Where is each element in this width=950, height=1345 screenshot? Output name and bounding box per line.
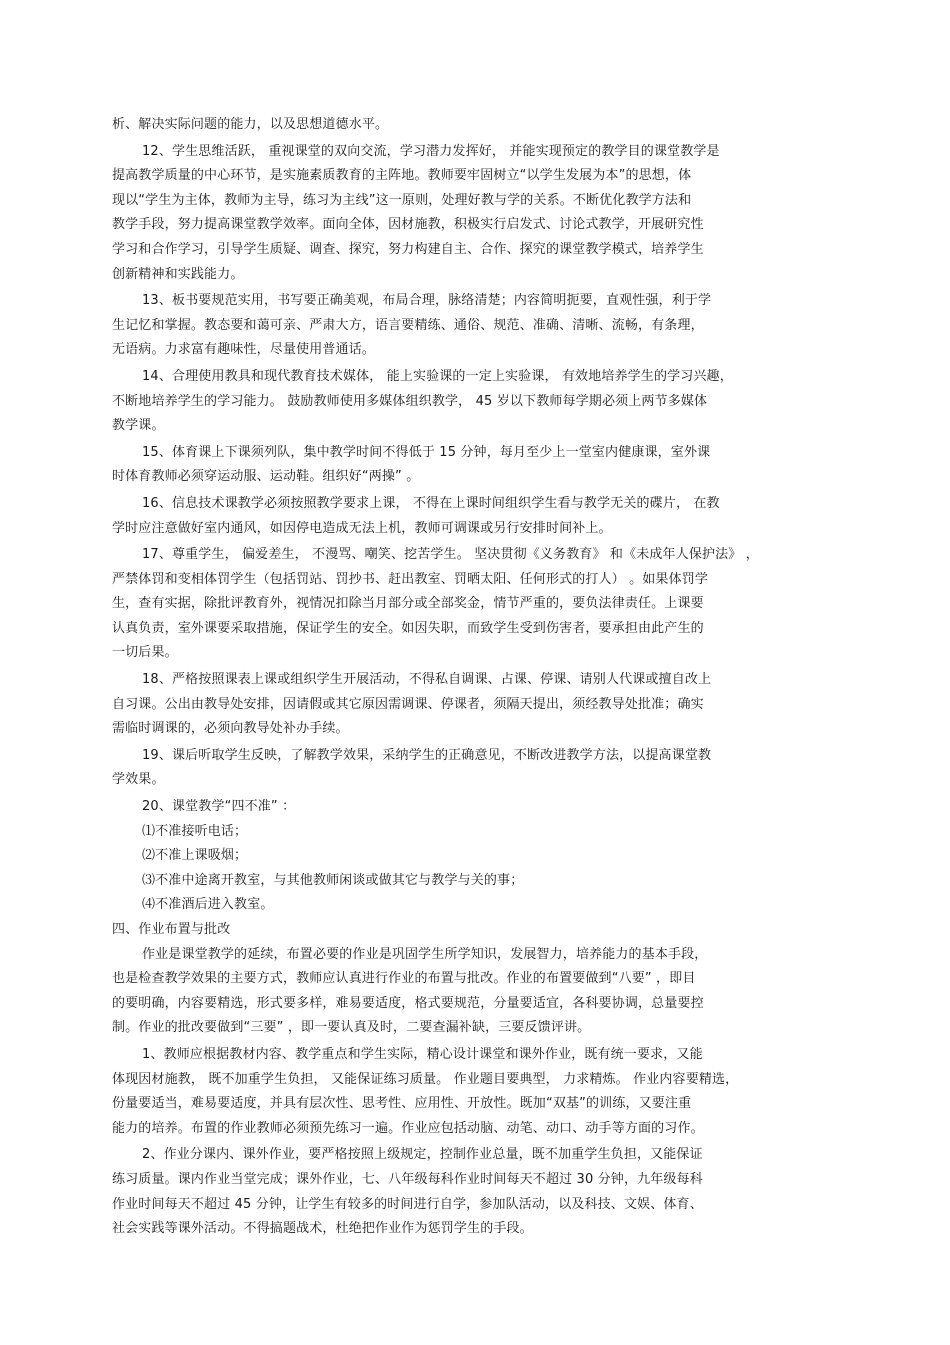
document-page (112, 113, 862, 1242)
text-line: 14、合理使用教具和现代教育技术媒体， 能上实验课的一定上实验课， 有效地培养学生的学习兴趣， (142, 368, 733, 384)
text-line: 不断地培养学生的学习能力。 鼓励教师使用多媒体组织教学， 45 岁以下教师每学期必须上两节多媒体 (112, 393, 708, 409)
text-line: 13、板书要规范实用，书写要正确美观，布局合理，脉络清楚；内容简明扼要，直观性强，利于学 (142, 293, 712, 309)
text-line: 一切后果。 (112, 645, 178, 661)
text-line: ⑷不准酒后进入教室。 (142, 897, 274, 913)
text-line: 19、课后听取学生反映，了解教学效果，采纳学生的正确意见，不断改进教学方法，以提高课堂教 (142, 747, 712, 763)
text-line: 学效果。 (112, 772, 165, 788)
text-line: 认真负责，室外课要采取措施，保证学生的安全。如因失职，而致学生受到伤害者，要承担由此产生的 (112, 620, 704, 636)
text-line: 也是检查教学效果的主要方式，教师应认真进行作业的布置与批改。作业的布置要做到“八要” ，即目 (112, 971, 696, 987)
text-line: 1、教师应根据教材内容、教学重点和学生实际，精心设计课堂和课外作业，既有统一要求，又能 (142, 1046, 703, 1062)
text-line: 16、信息技术课教学必须按照教学要求上课， 不得在上课时间组织学生看与教学无关的碟片， 在教 (142, 495, 720, 511)
text-line: 练习质量。课内作业当堂完成；课外作业，七、八年级每科作业时间每天不超过 30 分钟，九年级每科 (112, 1171, 703, 1187)
text-line: 18、严格按照课表上课或组织学生开展活动，不得私自调课、占课、停课、请别人代课或擅自改上 (142, 672, 712, 688)
text-line: 2、作业分课内、课外作业，要严格按照上级规定，控制作业总量，既不加重学生负担，又能保证 (142, 1147, 703, 1163)
text-line: 提高教学质量的中心环节，是实施素质教育的主阵地。教师要牢固树立“以学生发展为本”的思想，体 (112, 168, 692, 184)
text-line: 17、尊重学生， 偏爱差生， 不漫骂、嘲笑、挖苦学生。 坚决贯彻《义务教育》 和《未成年人保护法》 ， (142, 547, 759, 563)
text-line: 15、体育课上下课须列队，集中教学时间不得低于 15 分钟，每月至少上一堂室内健康课，室外课 (142, 444, 711, 460)
section-heading: 四、作业布置与批改 (112, 922, 231, 937)
text-line: 20、课堂教学“四不准” ： (142, 799, 296, 815)
text-line: 的要明确，内容要精选，形式要多样，难易要适度，格式要规范，分量要适宜，各科要协调，总量要控 (112, 995, 704, 1011)
text-line: 作业是课堂教学的延续，布置必要的作业是巩固学生所学知识，发展智力，培养能力的基本手段， (142, 946, 708, 962)
text-line: ⑵不准上课吸烟； (142, 848, 248, 864)
text-line: 无语病。力求富有趣味性，尽量使用普通话。 (112, 342, 376, 358)
text-line: 作业时间每天不超过 45 分钟，让学生有较多的时间进行自学，参加队活动，以及科技、文娱、体育、 (112, 1196, 703, 1212)
text-line: 教学课。 (112, 418, 165, 434)
text-line: 现以“学生为主体，教师为主导，练习为主线”这一原则，处理好教与学的关系。不断优化教学方法和 (112, 192, 692, 208)
text-line: 学习和合作学习，引导学生质疑、调查、探究，努力构建自主、合作、探究的课堂教学模式，培养学生 (112, 241, 704, 257)
text-line: ⑴不准接听电话； (142, 823, 248, 839)
text-line: 需临时调课的，必须向教导处补办手续。 (112, 721, 349, 737)
text-line: 社会实践等课外活动。不得搞题战术，杜绝把作业作为惩罚学生的手段。 (112, 1221, 533, 1237)
text-line: 自习课。公出由教导处安排，因请假或其它原因需调课、停课者，须隔天提出，须经教导处批准；确实 (112, 696, 704, 712)
text-line: 严禁体罚和变相体罚学生（包括罚站、罚抄书、赶出教室、罚晒太阳、任何形式的打人） 。如果体罚学 (112, 571, 709, 587)
text-line: 12、学生思维活跃， 重视课堂的双向交流，学习潜力发挥好， 并能实现预定的教学目的课堂教学是 (142, 143, 720, 159)
text-line: 析、解决实际问题的能力，以及思想道德水平。 (112, 117, 389, 132)
text-line: 能力的培养。布置的作业教师必须预先练习一遍。作业应包括动脑、动笔、动口、动手等方面的习作。 (112, 1120, 704, 1136)
text-line: 制。作业的批改要做到“三要” ，即一要认真及时，二要查漏补缺，三要反馈评讲。 (112, 1020, 591, 1036)
text-line: 体现因材施教， 既不加重学生负担， 又能保证练习质量。 作业题目要典型， 力求精炼。 作业内容要精选， (112, 1071, 739, 1087)
text-line: 学时应注意做好室内通风，如因停电造成无法上机，教师可调课或另行安排时间补上。 (112, 520, 612, 536)
text-line: 份量要适当，难易要适度，并具有层次性、思考性、应用性、开放性。既加“双基”的训练，又要注重 (112, 1096, 692, 1112)
text-line: 生记忆和掌握。教态要和蔼可亲、严肃大方，语言要精练、通俗、规范、准确、清晰、流畅，有条理， (112, 317, 704, 333)
text-line: 生，查有实据，除批评教育外，视情况扣除当月部分或全部奖金，情节严重的，要负法律责任。上课要 (112, 596, 704, 612)
text-line: 创新精神和实践能力。 (112, 266, 244, 282)
text-line: ⑶不准中途离开教室，与其他教师闲谈或做其它与教学与关的事； (142, 872, 524, 888)
text-line: 教学手段，努力提高课堂教学效率。面向全体，因材施教，积极实行启发式、讨论式教学，开展研究性 (112, 217, 704, 233)
text-line: 时体育教师必须穿运动服、运动鞋。组织好“两操” 。 (112, 469, 420, 485)
